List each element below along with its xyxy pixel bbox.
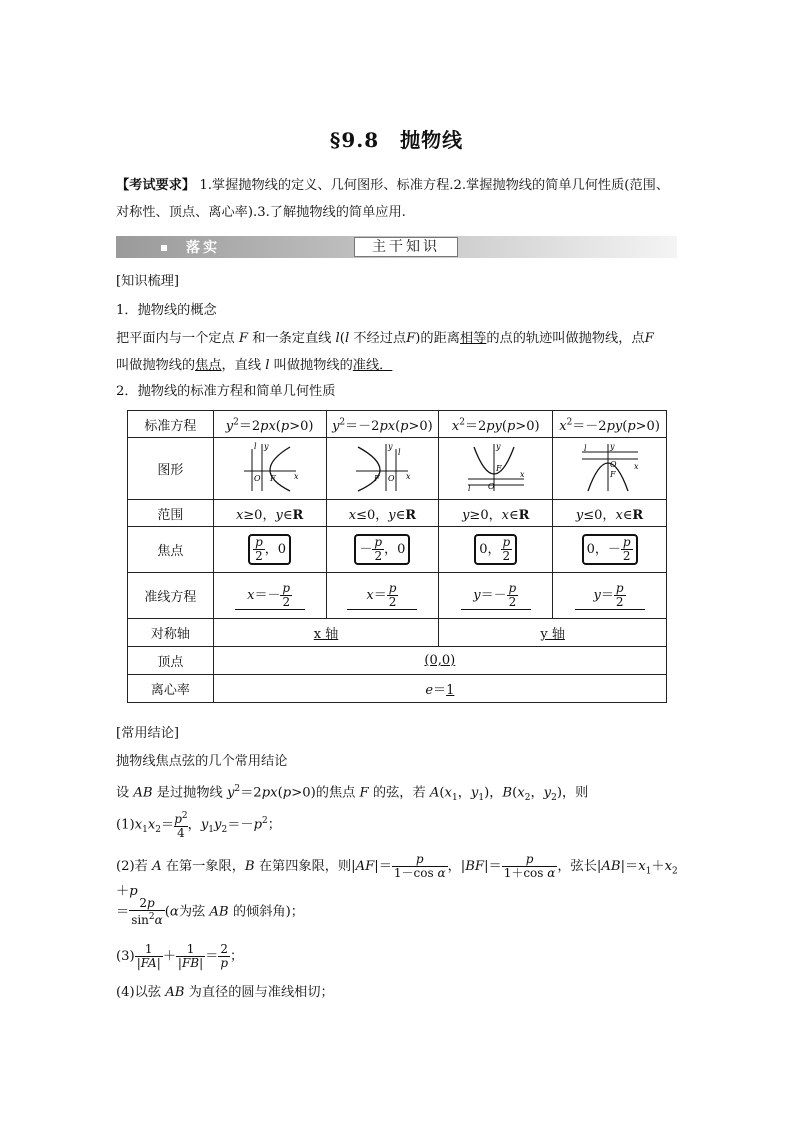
knowledge-item2: 2．抛物线的标准方程和简单几何性质 xyxy=(116,384,336,399)
vertex-value: (0,0) xyxy=(213,647,666,675)
svg-text:O: O xyxy=(388,473,395,483)
banner-label-1: 落实 xyxy=(186,240,220,256)
header-range: 范围 xyxy=(128,500,214,527)
table-row-axis xyxy=(128,619,667,647)
axis-y: y 轴 xyxy=(439,619,667,647)
table-row-range xyxy=(128,500,667,527)
svg-text:l: l xyxy=(583,443,587,453)
page-title: §9.8 抛物线 xyxy=(329,128,464,152)
section-banner xyxy=(116,236,677,258)
svg-text:l: l xyxy=(398,447,401,457)
svg-text:y: y xyxy=(609,441,615,451)
exam-req-label: 【考试要求】 xyxy=(116,178,196,193)
parabola-right-icon xyxy=(240,441,300,493)
conclusion-3: (3) $\frac{1}{|FA|}$ ＋ $\frac{1}{|FB|}$ ＝ $\frac{2}{p}$ ； xyxy=(116,942,244,970)
range-2: x≤0，y∈R xyxy=(326,500,439,527)
table-row-directrix xyxy=(128,573,667,619)
header-equation: 标准方程 xyxy=(128,411,214,438)
svg-text:y: y xyxy=(388,441,393,451)
table-row-eccentricity xyxy=(128,675,667,703)
directrix-2: x＝ $\frac{p}{2}$ xyxy=(326,573,439,619)
conclusion-2: (2)若 A 在第一象限，B 在第四象限，则|AF|＝ $\frac{p}{\text{1－cos α}}$ ，|BF|＝ $\frac{p}{\text{1＋cos α}}$ ，弦长$|AB|=x_1+x_2+p$ xyxy=(116,852,678,899)
header-graph: 图形 xyxy=(128,438,214,500)
conclusion-2b: ＝ $\frac{2p}{\sin^2\alpha}$ (α为弦 AB 的倾斜角)； xyxy=(116,896,304,927)
header-eccentricity: 离心率 xyxy=(128,675,214,703)
graph-4 xyxy=(553,438,667,500)
knowledge-heading: [知识梳理] xyxy=(116,274,180,289)
header-directrix: 准线方程 xyxy=(128,573,214,619)
range-1: x≥0，y∈R xyxy=(213,500,326,527)
svg-text:F: F xyxy=(269,473,276,483)
conclusions-heading: [常用结论] xyxy=(116,726,180,741)
table-row-graph xyxy=(128,438,667,500)
focus-2: － $\frac{p}{2}$ ，0 xyxy=(326,527,439,573)
svg-text:F: F xyxy=(374,473,380,483)
svg-text:x: x xyxy=(633,461,639,471)
svg-text:O: O xyxy=(487,481,495,491)
focus-4: 0，－ $\frac{p}{2}$ xyxy=(553,527,667,573)
directrix-3: y＝－ $\frac{p}{2}$ xyxy=(439,573,553,619)
exam-req-text: 1.掌握抛物线的定义、几何图形、标准方程.2.掌握抛物线的简单几何性质(范围、对称性、顶点、离心率).3.了解抛物线的简单应用. xyxy=(116,178,670,220)
equal-term: 相等 xyxy=(459,331,487,346)
conclusions-sub: 抛物线焦点弦的几个常用结论 xyxy=(116,754,288,769)
svg-text:y: y xyxy=(495,441,501,451)
graph-3 xyxy=(439,438,553,500)
svg-text:y: y xyxy=(263,441,269,451)
graph-1 xyxy=(213,438,326,500)
header-vertex: 顶点 xyxy=(128,647,214,675)
focus-3: 0， $\frac{p}{2}$ xyxy=(439,527,553,573)
svg-text:x: x xyxy=(293,471,299,481)
parabola-properties-table xyxy=(127,410,667,703)
directrix-term: 准线． xyxy=(352,358,393,373)
header-axis: 对称轴 xyxy=(128,619,214,647)
conclusions-intro: 设 AB 是过抛物线 $y^2=2px(p>0)$的焦点 F 的弦，若 $A(x_1$，$y_1$)，$B(x_2$，$y_2$)，则 xyxy=(116,784,589,804)
exam-requirements xyxy=(116,172,682,226)
banner-label-2: 主干知识 xyxy=(354,237,458,257)
eq-1: $y^2=2px(p>0)$ xyxy=(213,411,326,438)
conclusion-1: $(1)x_1x_2=$ $\frac{p^2}{4}$ ，$y_1y_2=-p^2$； xyxy=(116,811,281,840)
svg-text:x: x xyxy=(519,469,525,479)
definition-line1: 把平面内与一个定点 F 和一条定直线 l(l 不经过点F)的距离相等的点的轨迹叫做抛物线，点F xyxy=(116,331,654,346)
eq-3: $x^2=2py(p>0)$ xyxy=(439,411,553,438)
axis-x: x 轴 xyxy=(213,619,439,647)
svg-text:O: O xyxy=(253,473,261,483)
svg-text:l: l xyxy=(253,441,257,451)
definition-line2: 叫做抛物线的焦点，直线 l 叫做抛物线的准线． xyxy=(116,358,393,373)
eq-2: $y^2=-2px(p>0)$ xyxy=(326,411,439,438)
table-row-vertex xyxy=(128,647,667,675)
header-focus: 焦点 xyxy=(128,527,214,573)
table-row-equation xyxy=(128,411,667,438)
range-3: y≥0，x∈R xyxy=(439,500,553,527)
svg-text:F: F xyxy=(609,469,616,479)
svg-text:x: x xyxy=(406,471,411,481)
parabola-down-icon xyxy=(578,441,642,493)
directrix-1: x＝－ $\frac{p}{2}$ xyxy=(213,573,326,619)
eccentricity-value: e＝1 xyxy=(213,675,666,703)
range-4: y≤0，x∈R xyxy=(553,500,667,527)
svg-text:O: O xyxy=(609,459,617,469)
parabola-left-icon xyxy=(352,441,412,493)
conclusion-4: (4)以弦 AB 为直径的圆与准线相切； xyxy=(116,985,334,1000)
focus-term: 焦点 xyxy=(195,358,222,373)
table-row-focus xyxy=(128,527,667,573)
eq-4: $x^2=-2py(p>0)$ xyxy=(553,411,667,438)
knowledge-item1: 1．抛物线的概念 xyxy=(116,303,217,318)
graph-2 xyxy=(326,438,439,500)
banner-square-icon xyxy=(161,245,167,251)
parabola-up-icon xyxy=(464,441,528,493)
svg-text:F: F xyxy=(495,463,502,473)
svg-text:l: l xyxy=(467,483,471,493)
directrix-4: y＝ $\frac{p}{2}$ xyxy=(553,573,667,619)
focus-1: $\frac{p}{2}$ ，0 xyxy=(213,527,326,573)
